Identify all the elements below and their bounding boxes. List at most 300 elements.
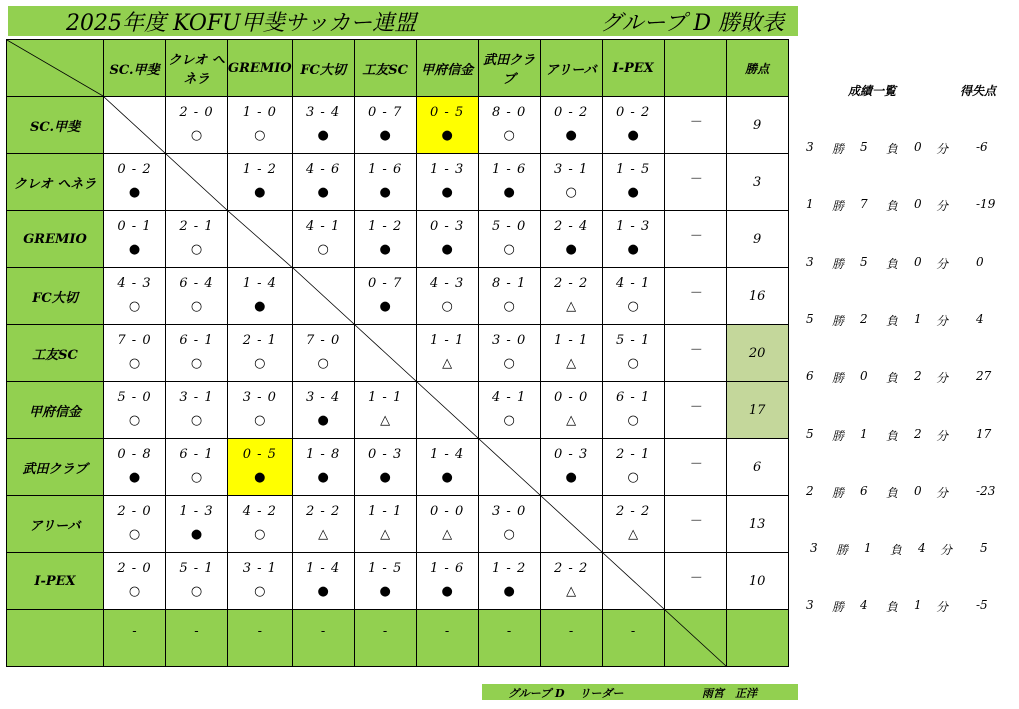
match-result-mark: ○ <box>503 299 515 314</box>
row-team-name: 工友SC <box>7 325 104 382</box>
match-cell <box>104 439 166 496</box>
self-match-cell <box>228 211 293 268</box>
match-score: 3 - 0 <box>492 333 527 348</box>
self-match-cell <box>354 325 416 382</box>
match-result-mark: ● <box>565 470 577 485</box>
match-score: 1 - 6 <box>430 561 465 576</box>
self-match-cell <box>166 154 228 211</box>
losses-label: 負 <box>890 543 903 557</box>
match-result-mark: ● <box>503 584 515 599</box>
goal-diff-value: -23 <box>976 484 996 498</box>
match-score: 0 - 7 <box>368 105 403 120</box>
match-cell <box>166 325 228 382</box>
match-score: 1 - 5 <box>616 162 651 177</box>
bottom-corner-cell <box>7 610 104 667</box>
match-result-mark: ● <box>627 185 639 200</box>
match-result-mark: △ <box>628 527 639 542</box>
goal-diff-header: 得失点 <box>960 84 997 98</box>
match-cell <box>416 496 478 553</box>
losses-count: 1 <box>864 541 872 555</box>
match-result-mark: △ <box>566 413 577 428</box>
match-result-mark: ○ <box>441 299 453 314</box>
self-match-cell <box>602 553 664 610</box>
row-team-name: 武田クラブ <box>7 439 104 496</box>
match-result-mark: ○ <box>128 584 141 599</box>
losses-label: 負 <box>886 142 899 156</box>
match-result-mark: ○ <box>128 356 141 371</box>
match-score: 0 - 3 <box>430 219 465 234</box>
extra-cell: － <box>664 553 726 610</box>
match-score: 2 - 1 <box>616 447 651 462</box>
match-score: 6 - 1 <box>616 390 651 405</box>
match-cell <box>166 97 228 154</box>
match-cell <box>228 268 293 325</box>
wins-label: 勝 <box>832 314 845 328</box>
match-cell <box>602 268 664 325</box>
match-cell <box>166 211 228 268</box>
extra-cell: － <box>664 211 726 268</box>
wins-label: 勝 <box>832 600 845 614</box>
draws-count: 0 <box>914 484 922 498</box>
team-row <box>7 553 789 610</box>
match-result-mark: △ <box>380 413 391 428</box>
match-result-mark: ○ <box>190 299 203 314</box>
match-score: 2 - 1 <box>242 333 277 348</box>
diagonal-line <box>293 268 354 324</box>
match-result-mark: ● <box>379 299 391 314</box>
match-score: 3 - 1 <box>179 390 214 405</box>
column-header: I-PEX <box>602 40 664 97</box>
losses-count: 6 <box>860 484 868 498</box>
blank-column-header <box>664 40 726 97</box>
column-header: 甲府信金 <box>416 40 478 97</box>
match-result-mark: ● <box>190 527 203 542</box>
match-cell <box>354 553 416 610</box>
self-match-cell <box>292 268 354 325</box>
row-team-name: アリーバ <box>7 496 104 553</box>
column-header: FC大切 <box>292 40 354 97</box>
match-score: 4 - 1 <box>616 276 651 291</box>
wins-label: 勝 <box>832 142 845 156</box>
match-score: 2 - 2 <box>554 561 589 576</box>
match-result-mark: ● <box>627 128 639 143</box>
match-cell <box>478 97 540 154</box>
match-result-mark: △ <box>566 299 577 314</box>
match-result-mark: ● <box>254 470 266 485</box>
match-result-mark: ● <box>254 299 266 314</box>
extra-cell: － <box>664 382 726 439</box>
match-score: 1 - 4 <box>430 447 465 462</box>
match-score: 2 - 4 <box>554 219 589 234</box>
wins-label: 勝 <box>836 543 849 557</box>
match-score: 2 - 2 <box>554 276 589 291</box>
draws-label: 分 <box>936 199 949 213</box>
row-team-name: FC大切 <box>7 268 104 325</box>
match-result-mark: ○ <box>627 413 639 428</box>
match-result-mark: ○ <box>503 413 515 428</box>
match-result-mark: ○ <box>503 356 515 371</box>
match-score: 8 - 1 <box>492 276 527 291</box>
match-cell <box>540 325 602 382</box>
column-header: アリーバ <box>540 40 602 97</box>
match-score: 1 - 6 <box>368 162 403 177</box>
match-score: 0 - 2 <box>616 105 651 120</box>
group-title: グループ D 勝敗表 <box>600 10 784 36</box>
match-cell <box>228 325 293 382</box>
match-score: 0 - 5 <box>242 447 277 462</box>
draws-label: 分 <box>936 257 949 271</box>
match-score: 5 - 0 <box>492 219 527 234</box>
match-result-mark: ○ <box>190 470 203 485</box>
match-score: 2 - 0 <box>179 105 214 120</box>
header-row <box>7 40 789 97</box>
extra-cell: － <box>664 268 726 325</box>
wins-label: 勝 <box>832 429 845 443</box>
draws-label: 分 <box>936 486 949 500</box>
match-cell <box>478 553 540 610</box>
match-score: 0 - 2 <box>554 105 589 120</box>
match-result-mark: △ <box>380 527 391 542</box>
match-result-mark: ○ <box>627 470 639 485</box>
extra-cell: － <box>664 97 726 154</box>
bottom-dash-cell: - <box>228 610 293 667</box>
match-result-mark: ○ <box>128 527 141 542</box>
match-result-mark: ○ <box>317 356 329 371</box>
match-cell <box>540 154 602 211</box>
match-score: 6 - 1 <box>179 447 214 462</box>
points-cell: 9 <box>726 97 788 154</box>
match-score: 2 - 2 <box>616 504 651 519</box>
points-header: 勝点 <box>726 40 788 97</box>
match-result-mark: ● <box>317 128 329 143</box>
match-score: 3 - 1 <box>242 561 277 576</box>
row-team-name: クレオ へネラ <box>7 154 104 211</box>
match-score: 3 - 0 <box>242 390 277 405</box>
match-cell <box>228 382 293 439</box>
match-score: 3 - 4 <box>306 105 341 120</box>
losses-label: 負 <box>886 257 899 271</box>
match-result-mark: ○ <box>128 413 141 428</box>
match-result-mark: ● <box>441 470 453 485</box>
goal-diff-value: 17 <box>976 427 992 441</box>
diagonal-line <box>104 97 165 153</box>
match-result-mark: ● <box>503 185 515 200</box>
column-header: クレオ へネラ <box>166 40 228 97</box>
match-cell <box>416 325 478 382</box>
match-result-mark: ○ <box>627 356 639 371</box>
match-cell <box>540 268 602 325</box>
row-team-name: I-PEX <box>7 553 104 610</box>
row-team-name: SC.甲斐 <box>7 97 104 154</box>
footer-bar <box>482 684 798 700</box>
match-score: 2 - 2 <box>306 504 341 519</box>
draws-count: 1 <box>914 312 922 326</box>
match-cell <box>478 211 540 268</box>
bottom-diagonal-cell <box>664 610 726 667</box>
match-score: 1 - 1 <box>554 333 589 348</box>
match-result-mark: ○ <box>254 356 266 371</box>
match-score: 5 - 1 <box>616 333 651 348</box>
match-score: 4 - 3 <box>117 276 152 291</box>
diagonal-line <box>355 325 416 381</box>
match-cell <box>602 97 664 154</box>
losses-count: 5 <box>860 140 868 154</box>
match-result-mark: ○ <box>190 242 203 257</box>
match-cell <box>228 154 293 211</box>
diagonal-line <box>479 439 540 495</box>
bottom-dash-cell: - <box>292 610 354 667</box>
record-header: 成績一覧 <box>848 84 897 98</box>
self-match-cell <box>540 496 602 553</box>
match-cell <box>292 382 354 439</box>
team-row <box>7 268 789 325</box>
results-table <box>6 39 789 667</box>
match-cell <box>602 154 664 211</box>
match-result-mark: ○ <box>190 128 203 143</box>
self-match-cell <box>478 439 540 496</box>
wins-count: 3 <box>806 255 814 269</box>
diagonal-line <box>228 211 292 267</box>
match-score: 2 - 0 <box>117 561 152 576</box>
match-score: 0 - 2 <box>117 162 152 177</box>
match-cell <box>228 97 293 154</box>
losses-count: 5 <box>860 255 868 269</box>
wins-count: 3 <box>806 598 814 612</box>
match-result-mark: ● <box>441 584 453 599</box>
points-cell: 13 <box>726 496 788 553</box>
losses-label: 負 <box>886 486 899 500</box>
match-result-mark: ● <box>441 128 453 143</box>
match-score: 3 - 4 <box>306 390 341 405</box>
bottom-dash-cell: - <box>416 610 478 667</box>
bottom-dash-cell: - <box>166 610 228 667</box>
match-cell <box>416 97 478 154</box>
match-result-mark: ○ <box>565 185 577 200</box>
match-score: 1 - 1 <box>430 333 465 348</box>
goal-diff-value: -19 <box>976 197 996 211</box>
diagonal-line <box>166 154 227 210</box>
match-cell <box>104 325 166 382</box>
match-result-mark: ○ <box>503 527 515 542</box>
diagonal-line <box>7 40 103 96</box>
match-result-mark: ● <box>379 128 391 143</box>
match-result-mark: ● <box>565 128 577 143</box>
draws-count: 2 <box>914 369 922 383</box>
wins-label: 勝 <box>832 486 845 500</box>
match-cell <box>354 496 416 553</box>
match-score: 7 - 0 <box>117 333 152 348</box>
match-cell <box>602 382 664 439</box>
match-cell <box>540 97 602 154</box>
match-result-mark: ○ <box>503 242 515 257</box>
draws-label: 分 <box>936 371 949 385</box>
match-cell <box>166 268 228 325</box>
match-result-mark: ○ <box>254 413 266 428</box>
draws-count: 4 <box>918 541 926 555</box>
match-result-mark: ● <box>317 413 329 428</box>
draws-label: 分 <box>940 543 953 557</box>
match-score: 1 - 8 <box>306 447 341 462</box>
match-score: 1 - 3 <box>179 504 214 519</box>
league-title: 2025年度 KOFU甲斐サッカー連盟 <box>66 10 417 36</box>
losses-count: 1 <box>860 427 868 441</box>
extra-cell: － <box>664 154 726 211</box>
self-match-cell <box>104 97 166 154</box>
match-score: 6 - 4 <box>179 276 214 291</box>
match-score: 1 - 4 <box>306 561 341 576</box>
match-cell <box>416 439 478 496</box>
match-score: 4 - 6 <box>306 162 341 177</box>
wins-count: 5 <box>806 427 814 441</box>
match-result-mark: ● <box>379 584 391 599</box>
wins-count: 2 <box>806 484 814 498</box>
match-result-mark: ● <box>379 242 391 257</box>
match-result-mark: △ <box>442 527 453 542</box>
leader-label: グループ D リーダー <box>508 687 624 700</box>
match-result-mark: ○ <box>627 299 639 314</box>
match-cell <box>540 553 602 610</box>
match-score: 4 - 1 <box>306 219 341 234</box>
match-score: 6 - 1 <box>179 333 214 348</box>
match-cell <box>104 268 166 325</box>
draws-count: 1 <box>914 598 922 612</box>
match-score: 0 - 5 <box>430 105 465 120</box>
match-score: 5 - 0 <box>117 390 152 405</box>
goal-diff-value: 27 <box>976 369 992 383</box>
match-score: 2 - 1 <box>179 219 214 234</box>
bottom-dash-cell: - <box>354 610 416 667</box>
match-result-mark: ○ <box>190 413 203 428</box>
match-cell <box>478 154 540 211</box>
match-score: 5 - 1 <box>179 561 214 576</box>
match-cell <box>540 211 602 268</box>
match-cell <box>478 382 540 439</box>
match-cell <box>354 382 416 439</box>
match-score: 0 - 1 <box>117 219 152 234</box>
extra-cell: － <box>664 496 726 553</box>
team-row <box>7 97 789 154</box>
match-score: 1 - 3 <box>616 219 651 234</box>
points-cell: 17 <box>726 382 788 439</box>
team-row <box>7 325 789 382</box>
match-score: 2 - 0 <box>117 504 152 519</box>
match-result-mark: ○ <box>254 584 266 599</box>
match-result-mark: ● <box>128 470 141 485</box>
goal-diff-value: 5 <box>980 541 988 555</box>
match-result-mark: ○ <box>503 128 515 143</box>
team-row <box>7 439 789 496</box>
match-score: 0 - 3 <box>554 447 589 462</box>
match-score: 0 - 0 <box>430 504 465 519</box>
match-cell <box>292 211 354 268</box>
match-result-mark: △ <box>318 527 329 542</box>
match-result-mark: ○ <box>254 128 266 143</box>
match-cell <box>292 154 354 211</box>
wins-count: 5 <box>806 312 814 326</box>
losses-count: 2 <box>860 312 868 326</box>
match-result-mark: ● <box>627 242 639 257</box>
wins-count: 6 <box>806 369 814 383</box>
bottom-dash-cell: - <box>540 610 602 667</box>
match-result-mark: ● <box>317 584 329 599</box>
points-cell: 16 <box>726 268 788 325</box>
match-cell <box>104 211 166 268</box>
match-score: 1 - 3 <box>430 162 465 177</box>
column-header: SC.甲斐 <box>104 40 166 97</box>
losses-label: 負 <box>886 314 899 328</box>
diagonal-line <box>541 496 602 552</box>
draws-label: 分 <box>936 314 949 328</box>
match-cell <box>478 496 540 553</box>
match-cell <box>540 382 602 439</box>
match-result-mark: ● <box>565 242 577 257</box>
match-score: 4 - 3 <box>430 276 465 291</box>
match-cell <box>166 496 228 553</box>
match-cell <box>602 496 664 553</box>
match-score: 1 - 4 <box>242 276 277 291</box>
match-score: 1 - 2 <box>492 561 527 576</box>
extra-cell: － <box>664 325 726 382</box>
losses-count: 7 <box>860 197 868 211</box>
match-cell <box>292 496 354 553</box>
match-result-mark: ○ <box>254 527 266 542</box>
match-score: 1 - 1 <box>368 504 403 519</box>
column-header: 武田クラブ <box>478 40 540 97</box>
match-score: 1 - 0 <box>242 105 277 120</box>
match-result-mark: ● <box>379 470 391 485</box>
column-header: 工友SC <box>354 40 416 97</box>
match-cell <box>228 496 293 553</box>
match-score: 1 - 2 <box>368 219 403 234</box>
match-cell <box>416 553 478 610</box>
match-cell <box>292 439 354 496</box>
wins-count: 1 <box>806 197 814 211</box>
wins-count: 3 <box>806 140 814 154</box>
points-cell: 3 <box>726 154 788 211</box>
row-team-name: GREMIO <box>7 211 104 268</box>
team-row <box>7 211 789 268</box>
points-cell: 20 <box>726 325 788 382</box>
team-row <box>7 154 789 211</box>
match-score: 1 - 6 <box>492 162 527 177</box>
losses-label: 負 <box>886 429 899 443</box>
bottom-dash-cell: - <box>104 610 166 667</box>
match-result-mark: ● <box>379 185 391 200</box>
points-cell: 9 <box>726 211 788 268</box>
match-score: 1 - 5 <box>368 561 403 576</box>
column-header: GREMIO <box>228 40 293 97</box>
match-cell <box>354 154 416 211</box>
diagonal-line <box>417 382 478 438</box>
match-cell <box>602 439 664 496</box>
wins-label: 勝 <box>832 371 845 385</box>
draws-label: 分 <box>936 429 949 443</box>
match-result-mark: ● <box>441 185 453 200</box>
team-row <box>7 496 789 553</box>
match-cell <box>416 211 478 268</box>
match-cell <box>416 268 478 325</box>
match-score: 3 - 1 <box>554 162 589 177</box>
goal-diff-value: 0 <box>976 255 984 269</box>
match-score: 4 - 2 <box>242 504 277 519</box>
match-cell <box>166 553 228 610</box>
goal-diff-value: -5 <box>976 598 988 612</box>
draws-count: 0 <box>914 255 922 269</box>
draws-count: 2 <box>914 427 922 441</box>
match-cell <box>478 268 540 325</box>
corner-cell <box>7 40 104 97</box>
match-cell <box>292 97 354 154</box>
